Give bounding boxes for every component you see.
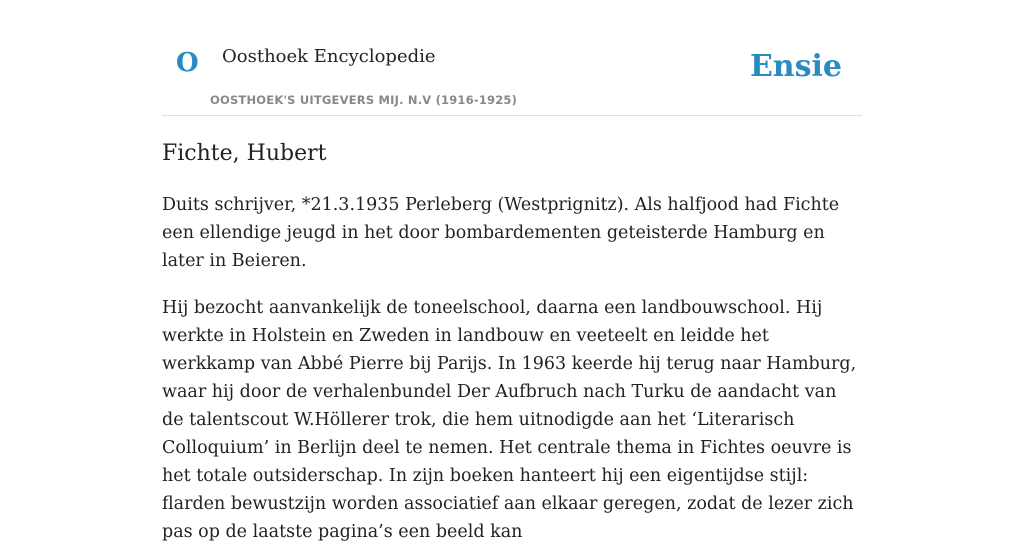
site-title-link[interactable]: Oosthoek Encyclopedie bbox=[222, 46, 436, 67]
site-logo[interactable]: O bbox=[176, 48, 199, 78]
article-paragraph: Duits schrijver, *21.3.1935 Perleberg (Westprignitz). Als halfjood had Fichte een ellendige jeugd in het door bombardementen geteisterde Hamburg en later in Beieren. bbox=[162, 194, 840, 271]
article-title: Fichte, Hubert bbox=[162, 141, 327, 166]
article-paragraph: Hij bezocht aanvankelijk de toneelschool, daarna een landbouwschool. Hij werkte in Holstein en Zweden in landbouw en veeteelt en leidde het werkkamp van Abbé Pierre bij Parijs. In 1963 keerde hij terug naar Hamburg, waar hij door de verhalenbundel Der Aufbruch nach Turku de aandacht van de talentscout W.Höllerer trok, die hem uitnodigde aan het ‘Literarisch Colloquium’ in Berlijn deel te nemen. Het centrale thema in Fichtes oeuvre is het totale outsiderschap. In zijn boeken hanteert hij een eigentijdse stijl: flarden bewustzijn worden associatief aan elkaar geregen, zodat de lezer zich pas op de laatste pagina’s een beeld kan bbox=[162, 297, 857, 542]
article-body bbox=[162, 191, 862, 546]
site-subtitle: OOSTHOEK'S UITGEVERS MIJ. N.V (1916-1925) bbox=[210, 93, 518, 107]
brand-logo-link[interactable]: Ensie bbox=[749, 49, 842, 84]
page bbox=[162, 0, 862, 546]
site-header bbox=[162, 0, 862, 116]
